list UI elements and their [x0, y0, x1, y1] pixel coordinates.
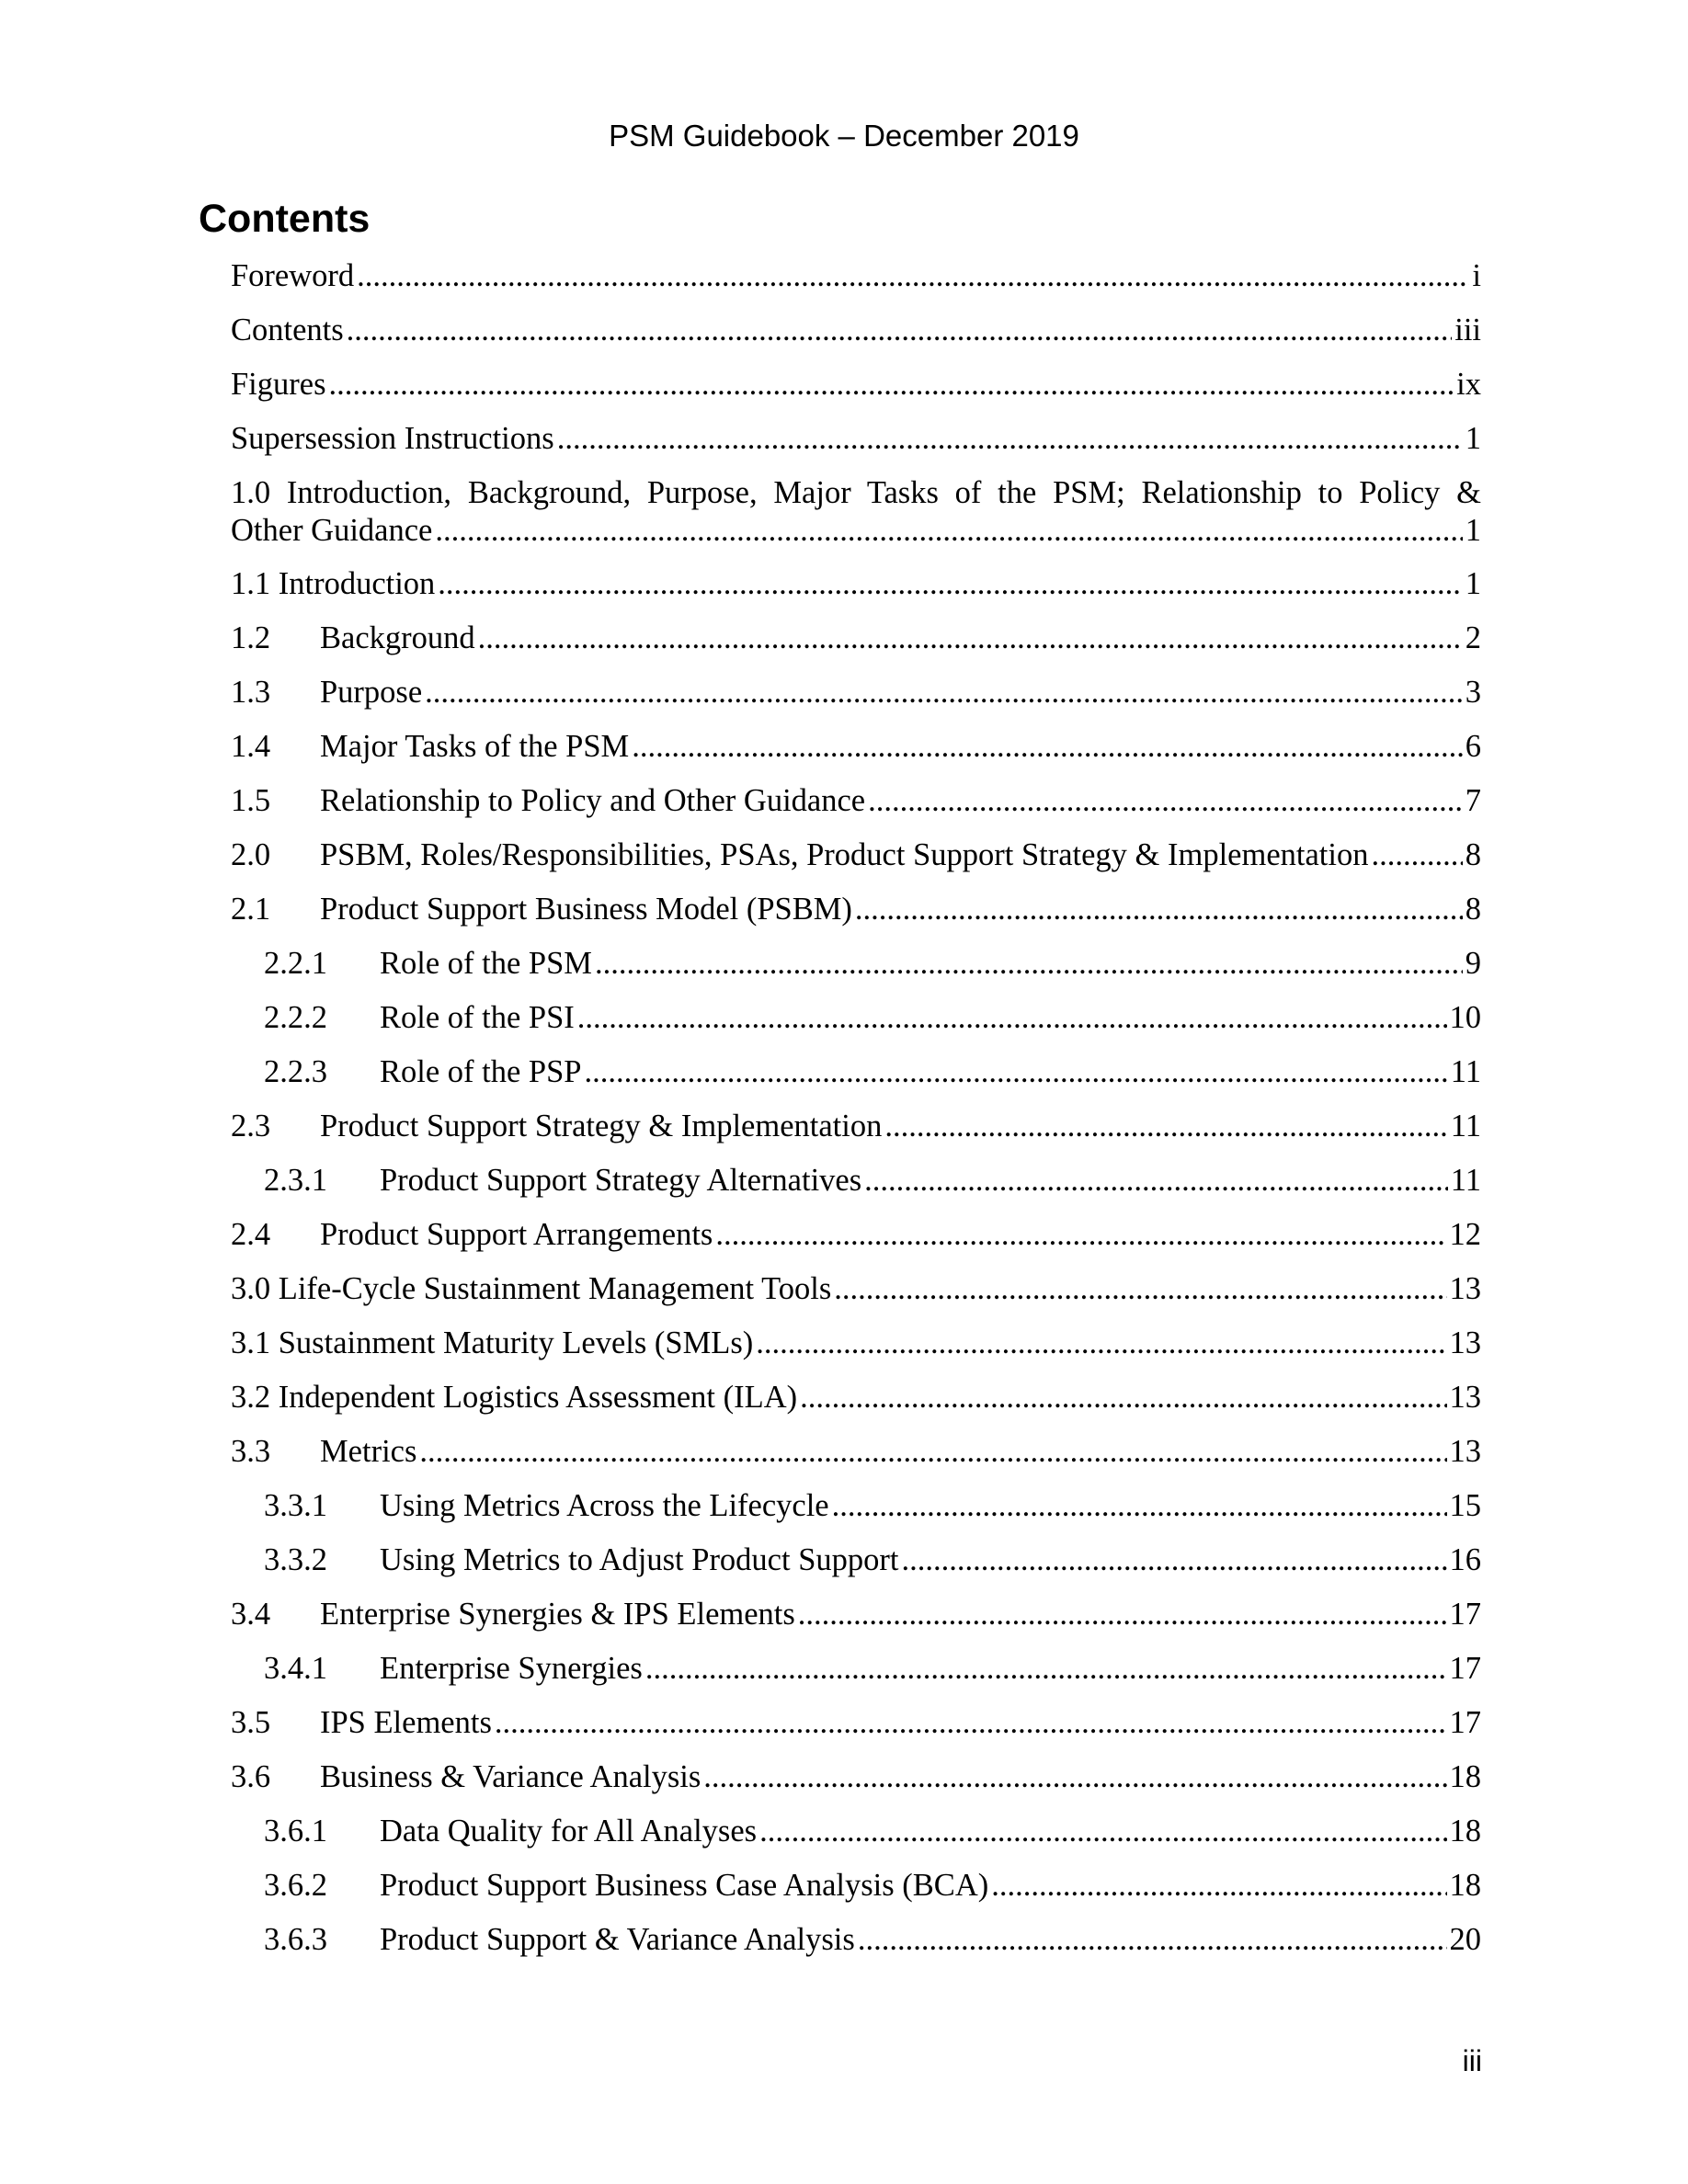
toc-entry-number: 1.2 — [231, 620, 271, 655]
toc-entry-page: 11 — [1450, 1054, 1481, 1089]
toc-entry-page: 9 — [1465, 946, 1481, 981]
toc-entry-number: 2.1 — [231, 892, 271, 927]
toc-entry-title: Product Support Strategy & Implementation — [320, 1109, 883, 1143]
toc-entry-3-6-3[interactable] — [264, 1919, 1481, 1960]
toc-entry-1-4[interactable] — [231, 726, 1481, 767]
toc-entry-3-6-1[interactable] — [264, 1811, 1481, 1851]
toc-entry-page: 13 — [1449, 1325, 1481, 1360]
toc-leader-dots — [438, 563, 1462, 604]
toc-entry-page: 16 — [1449, 1542, 1481, 1577]
toc-entry-title: Enterprise Synergies — [380, 1651, 643, 1686]
toc-entry-page: iii — [1454, 313, 1481, 347]
toc-entry-number: 2.2.3 — [264, 1054, 327, 1089]
toc-entry-2-2-3[interactable] — [264, 1052, 1481, 1092]
toc-entry-page: 17 — [1449, 1651, 1481, 1686]
toc-entry-title: Product Support Arrangements — [320, 1217, 713, 1252]
toc-entry-3-4-1[interactable] — [264, 1648, 1481, 1689]
toc-entry-title: Enterprise Synergies & IPS Elements — [320, 1597, 795, 1632]
toc-entry-page: 11 — [1450, 1109, 1481, 1143]
toc-leader-dots — [1371, 835, 1462, 875]
toc-entry-title: Background — [320, 620, 475, 655]
toc-entry-page: 2 — [1465, 620, 1481, 655]
toc-leader-dots — [884, 1106, 1447, 1146]
toc-leader-dots — [632, 726, 1463, 767]
toc-entry-title: Business & Variance Analysis — [320, 1759, 701, 1794]
toc-entry-3-4[interactable] — [231, 1594, 1481, 1634]
toc-entry-title-line1: 1.0 Introduction, Background, Purpose, Major Tasks of the PSM; Relationship to Policy & — [231, 475, 1481, 510]
toc-entry-page: 18 — [1449, 1868, 1481, 1903]
toc-entry-title: Major Tasks of the PSM — [320, 729, 630, 764]
toc-entry-3-0[interactable] — [231, 1268, 1481, 1309]
toc-entry-page: 3 — [1465, 675, 1481, 710]
toc-entry-2-4[interactable] — [231, 1214, 1481, 1255]
toc-entry-number: 1.5 — [231, 783, 271, 818]
toc-leader-dots — [495, 1702, 1447, 1743]
toc-entry-title: 3.0 Life-Cycle Sustainment Management Tools — [231, 1271, 832, 1306]
toc-entry-page: 8 — [1465, 837, 1481, 872]
toc-entry-1-5[interactable] — [231, 780, 1481, 821]
page-number: iii — [1462, 2044, 1482, 2077]
toc-entry-2-3-1[interactable] — [264, 1160, 1481, 1200]
toc-entry-2-2-1[interactable] — [264, 943, 1481, 984]
toc-entry-title: 3.2 Independent Logistics Assessment (ILA) — [231, 1380, 798, 1415]
toc-leader-dots — [868, 780, 1463, 821]
toc-entry-number: 3.5 — [231, 1705, 271, 1740]
toc-leader-dots — [798, 1594, 1447, 1634]
toc-leader-dots — [347, 310, 1453, 350]
toc-entry-3-3[interactable] — [231, 1431, 1481, 1472]
toc-entry-page: 13 — [1449, 1380, 1481, 1415]
toc-entry-page: 1 — [1465, 566, 1481, 601]
toc-entry-number: 2.2.1 — [264, 946, 327, 981]
toc-entry-number: 3.3.1 — [264, 1488, 327, 1523]
toc-leader-dots — [645, 1648, 1447, 1689]
toc-entry-number: 1.3 — [231, 675, 271, 710]
toc-leader-dots — [834, 1268, 1446, 1309]
toc-leader-dots — [715, 1214, 1446, 1255]
toc-leader-dots — [419, 1431, 1446, 1472]
toc-leader-dots — [991, 1865, 1446, 1905]
toc-entry-supersession[interactable] — [231, 418, 1481, 459]
toc-leader-dots — [595, 943, 1463, 984]
toc-entry-page: i — [1472, 258, 1481, 293]
toc-leader-dots — [759, 1811, 1446, 1851]
toc-entry-3-3-2[interactable] — [264, 1540, 1481, 1580]
toc-leader-dots — [901, 1540, 1446, 1580]
toc-entry-figures[interactable] — [231, 364, 1481, 404]
toc-entry-page: 20 — [1449, 1922, 1481, 1957]
toc-leader-dots — [478, 618, 1463, 658]
toc-entry-page: 1 — [1465, 421, 1481, 456]
toc-entry-number: 2.0 — [231, 837, 271, 872]
toc-entry-page: 7 — [1465, 783, 1481, 818]
toc-entry-title-line2: Other Guidance — [231, 513, 433, 548]
toc-entry-page: 13 — [1449, 1434, 1481, 1469]
toc-leader-dots — [577, 997, 1447, 1038]
toc-entry-title: Data Quality for All Analyses — [380, 1814, 758, 1848]
toc-entry-title: Product Support Business Case Analysis (BCA) — [380, 1868, 989, 1903]
toc-entry-page: 17 — [1449, 1705, 1481, 1740]
toc-entry-title: Using Metrics to Adjust Product Support — [380, 1542, 899, 1577]
toc-entry-title: Relationship to Policy and Other Guidance — [320, 783, 866, 818]
toc-entry-title: Using Metrics Across the Lifecycle — [380, 1488, 829, 1523]
toc-entry-number: 2.2.2 — [264, 1000, 327, 1035]
toc-leader-dots — [858, 1919, 1447, 1960]
toc-entry-number: 3.3 — [231, 1434, 271, 1469]
toc-entry-title: 1.1 Introduction — [231, 566, 436, 601]
toc-entry-3-6[interactable] — [231, 1757, 1481, 1797]
toc-entry-title: Role of the PSI — [380, 1000, 575, 1035]
toc-leader-dots — [435, 512, 1462, 550]
toc-entry-1-2[interactable] — [231, 618, 1481, 658]
toc-entry-1-3[interactable] — [231, 672, 1481, 712]
toc-entry-title: 3.1 Sustainment Maturity Levels (SMLs) — [231, 1325, 754, 1360]
toc-leader-dots — [329, 364, 1454, 404]
toc-entry-page: 18 — [1449, 1814, 1481, 1848]
toc-entry-number: 2.4 — [231, 1217, 271, 1252]
toc-entry-2-3[interactable] — [231, 1106, 1481, 1146]
toc-entry-title: Contents — [231, 313, 344, 347]
toc-entry-number: 3.6.3 — [264, 1922, 327, 1957]
toc-entry-2-1[interactable] — [231, 889, 1481, 929]
toc-entry-contents[interactable] — [231, 310, 1481, 350]
running-header: PSM Guidebook – December 2019 — [609, 119, 1079, 153]
toc-entry-page: 11 — [1450, 1163, 1481, 1198]
toc-leader-dots — [832, 1485, 1447, 1526]
toc-leader-dots — [703, 1757, 1446, 1797]
toc-entry-2-2-2[interactable] — [264, 997, 1481, 1038]
toc-entry-page: 10 — [1449, 1000, 1481, 1035]
toc-leader-dots — [425, 672, 1463, 712]
toc-entry-title: Figures — [231, 367, 326, 402]
toc-entry-title: Role of the PSM — [380, 946, 592, 981]
toc-entry-title: Purpose — [320, 675, 423, 710]
toc-entry-number: 3.4 — [231, 1597, 271, 1632]
toc-entry-page: 12 — [1449, 1217, 1481, 1252]
toc-entry-page: 18 — [1449, 1759, 1481, 1794]
toc-entry-page: 17 — [1449, 1597, 1481, 1632]
toc-entry-3-6-2[interactable] — [264, 1865, 1481, 1905]
toc-entry-title: Role of the PSP — [380, 1054, 582, 1089]
toc-entry-number: 3.4.1 — [264, 1651, 327, 1686]
toc-entry-3-5[interactable] — [231, 1702, 1481, 1743]
toc-leader-dots — [557, 418, 1463, 459]
toc-entry-page: ix — [1456, 367, 1481, 402]
toc-leader-dots — [864, 1160, 1448, 1200]
toc-entry-3-3-1[interactable] — [264, 1485, 1481, 1526]
toc-entry-1-1[interactable] — [231, 563, 1481, 604]
toc-entry-foreword[interactable] — [231, 256, 1481, 296]
toc-leader-dots — [357, 256, 1469, 296]
toc-entry-page: 6 — [1465, 729, 1481, 764]
toc-entry-title: PSBM, Roles/Responsibilities, PSAs, Product Support Strategy & Implementation — [320, 837, 1369, 872]
toc-entry-number: 3.6.2 — [264, 1868, 327, 1903]
toc-entry-title: Product Support Business Model (PSBM) — [320, 892, 852, 927]
toc-entry-number: 1.4 — [231, 729, 271, 764]
toc-entry-page: 15 — [1449, 1488, 1481, 1523]
toc-entry-introduction-chapter[interactable] — [231, 474, 1481, 550]
toc-entry-number: 3.3.2 — [264, 1542, 327, 1577]
toc-entry-title: Supersession Instructions — [231, 421, 554, 456]
toc-entry-title: Product Support & Variance Analysis — [380, 1922, 855, 1957]
toc-entry-title: Foreword — [231, 258, 355, 293]
toc-leader-dots — [584, 1052, 1447, 1092]
toc-leader-dots — [855, 889, 1463, 929]
toc-entry-title: Product Support Strategy Alternatives — [380, 1163, 862, 1198]
toc-entry-page: 1 — [1465, 513, 1481, 548]
toc-entry-number: 2.3 — [231, 1109, 271, 1143]
toc-entry-page: 8 — [1465, 892, 1481, 927]
toc-leader-dots — [756, 1323, 1446, 1363]
toc-entry-2-0[interactable] — [231, 835, 1481, 875]
toc-entry-page: 13 — [1449, 1271, 1481, 1306]
toc-entry-title: Metrics — [320, 1434, 417, 1469]
toc-leader-dots — [800, 1377, 1446, 1417]
page-title: Contents — [199, 197, 371, 241]
toc-entry-number: 3.6 — [231, 1759, 271, 1794]
toc-entry-number: 3.6.1 — [264, 1814, 327, 1848]
toc-entry-3-2[interactable] — [231, 1377, 1481, 1417]
toc-entry-3-1[interactable] — [231, 1323, 1481, 1363]
toc-entry-title: IPS Elements — [320, 1705, 492, 1740]
toc-entry-number: 2.3.1 — [264, 1163, 327, 1198]
